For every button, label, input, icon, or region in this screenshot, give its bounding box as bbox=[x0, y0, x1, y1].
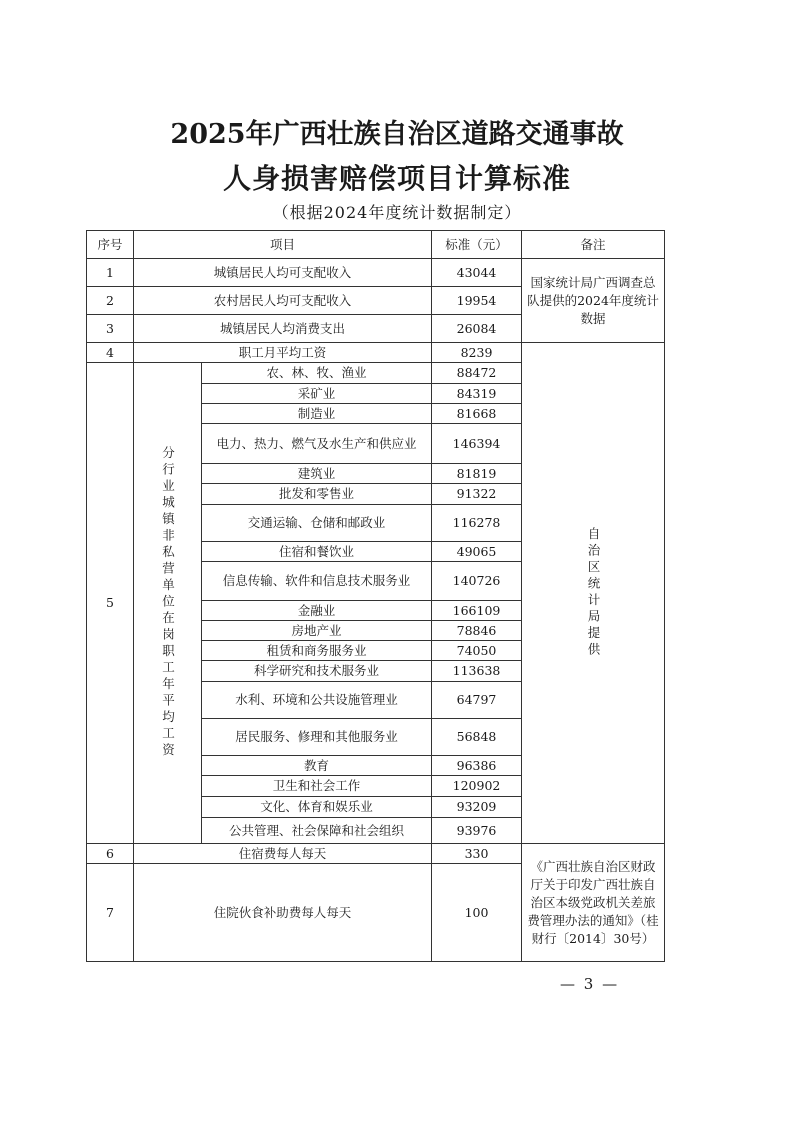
industry-item: 批发和零售业 bbox=[202, 484, 432, 505]
industry-item: 公共管理、社会保障和社会组织 bbox=[202, 818, 432, 844]
row-value: 330 bbox=[432, 844, 522, 864]
industry-value: 81819 bbox=[432, 464, 522, 484]
industry-value: 116278 bbox=[432, 505, 522, 542]
group-label-cell bbox=[134, 363, 202, 844]
row-item: 住宿费每人每天 bbox=[134, 844, 432, 864]
industry-value: 81668 bbox=[432, 404, 522, 424]
industry-value: 93209 bbox=[432, 797, 522, 818]
header-value: 标准（元） bbox=[432, 231, 522, 259]
table-row bbox=[87, 844, 665, 864]
industry-item: 采矿业 bbox=[202, 384, 432, 404]
industry-item: 卫生和社会工作 bbox=[202, 776, 432, 797]
row-seq: 1 bbox=[87, 259, 134, 287]
industry-value: 49065 bbox=[432, 542, 522, 562]
header-seq: 序号 bbox=[87, 231, 134, 259]
document-title-line2: 人身损害赔偿项目计算标准 bbox=[222, 162, 571, 195]
industry-value: 113638 bbox=[432, 661, 522, 682]
industry-value: 140726 bbox=[432, 562, 522, 601]
row-value: 8239 bbox=[432, 343, 522, 363]
industry-value: 56848 bbox=[432, 719, 522, 756]
note-travel-expense-regulation: 《广西壮族自治区财政厅关于印发广西壮族自治区本级党政机关差旅费管理办法的通知》（桂财行〔2014〕30号） bbox=[522, 844, 665, 962]
industry-item: 电力、热力、燃气及水生产和供应业 bbox=[202, 424, 432, 464]
header-note: 备注 bbox=[522, 231, 665, 259]
industry-value: 91322 bbox=[432, 484, 522, 505]
row-item: 城镇居民人均消费支出 bbox=[134, 315, 432, 343]
industry-item: 金融业 bbox=[202, 601, 432, 621]
industry-item: 租赁和商务服务业 bbox=[202, 641, 432, 661]
document-title-line1: 2025年广西壮族自治区道路交通事故 bbox=[170, 119, 624, 150]
compensation-standards-table bbox=[86, 230, 665, 962]
industry-item: 交通运输、仓储和邮政业 bbox=[202, 505, 432, 542]
table-row bbox=[87, 259, 665, 287]
industry-value: 78846 bbox=[432, 621, 522, 641]
industry-item: 信息传输、软件和信息技术服务业 bbox=[202, 562, 432, 601]
document-subtitle: （根据2024年度统计数据制定） bbox=[272, 203, 522, 222]
industry-item: 建筑业 bbox=[202, 464, 432, 484]
row-value: 26084 bbox=[432, 315, 522, 343]
industry-value: 93976 bbox=[432, 818, 522, 844]
table-row bbox=[87, 343, 665, 363]
industry-value: 88472 bbox=[432, 363, 522, 384]
row-item: 城镇居民人均可支配收入 bbox=[134, 259, 432, 287]
note-vertical-text: 自治区统计局提供 bbox=[586, 527, 602, 659]
row-seq: 4 bbox=[87, 343, 134, 363]
industry-item: 居民服务、修理和其他服务业 bbox=[202, 719, 432, 756]
industry-value: 166109 bbox=[432, 601, 522, 621]
industry-value: 120902 bbox=[432, 776, 522, 797]
industry-item: 房地产业 bbox=[202, 621, 432, 641]
industry-item: 农、林、牧、渔业 bbox=[202, 363, 432, 384]
industry-item: 制造业 bbox=[202, 404, 432, 424]
row-item: 住院伙食补助费每人每天 bbox=[134, 864, 432, 962]
industry-value: 96386 bbox=[432, 756, 522, 776]
group-label-vertical: 分行业城镇非私营单位在岗职工年平均工资 bbox=[160, 446, 176, 760]
industry-item: 科学研究和技术服务业 bbox=[202, 661, 432, 682]
row-value: 43044 bbox=[432, 259, 522, 287]
table-header-row bbox=[87, 231, 665, 259]
row-item: 职工月平均工资 bbox=[134, 343, 432, 363]
row-seq: 3 bbox=[87, 315, 134, 343]
page-number: — 3 — bbox=[560, 975, 620, 993]
industry-value: 146394 bbox=[432, 424, 522, 464]
industry-item: 住宿和餐饮业 bbox=[202, 542, 432, 562]
industry-item: 教育 bbox=[202, 756, 432, 776]
note-stats-bureau-survey: 国家统计局广西调查总队提供的2024年度统计数据 bbox=[522, 259, 665, 343]
row-seq: 6 bbox=[87, 844, 134, 864]
header-item: 项目 bbox=[134, 231, 432, 259]
note-regional-stats-bureau bbox=[522, 343, 665, 844]
industry-item: 水利、环境和公共设施管理业 bbox=[202, 682, 432, 719]
row-value: 100 bbox=[432, 864, 522, 962]
industry-value: 84319 bbox=[432, 384, 522, 404]
row-item: 农村居民人均可支配收入 bbox=[134, 287, 432, 315]
group-seq: 5 bbox=[87, 363, 134, 844]
row-seq: 2 bbox=[87, 287, 134, 315]
industry-item: 文化、体育和娱乐业 bbox=[202, 797, 432, 818]
row-value: 19954 bbox=[432, 287, 522, 315]
industry-value: 74050 bbox=[432, 641, 522, 661]
row-seq: 7 bbox=[87, 864, 134, 962]
industry-value: 64797 bbox=[432, 682, 522, 719]
